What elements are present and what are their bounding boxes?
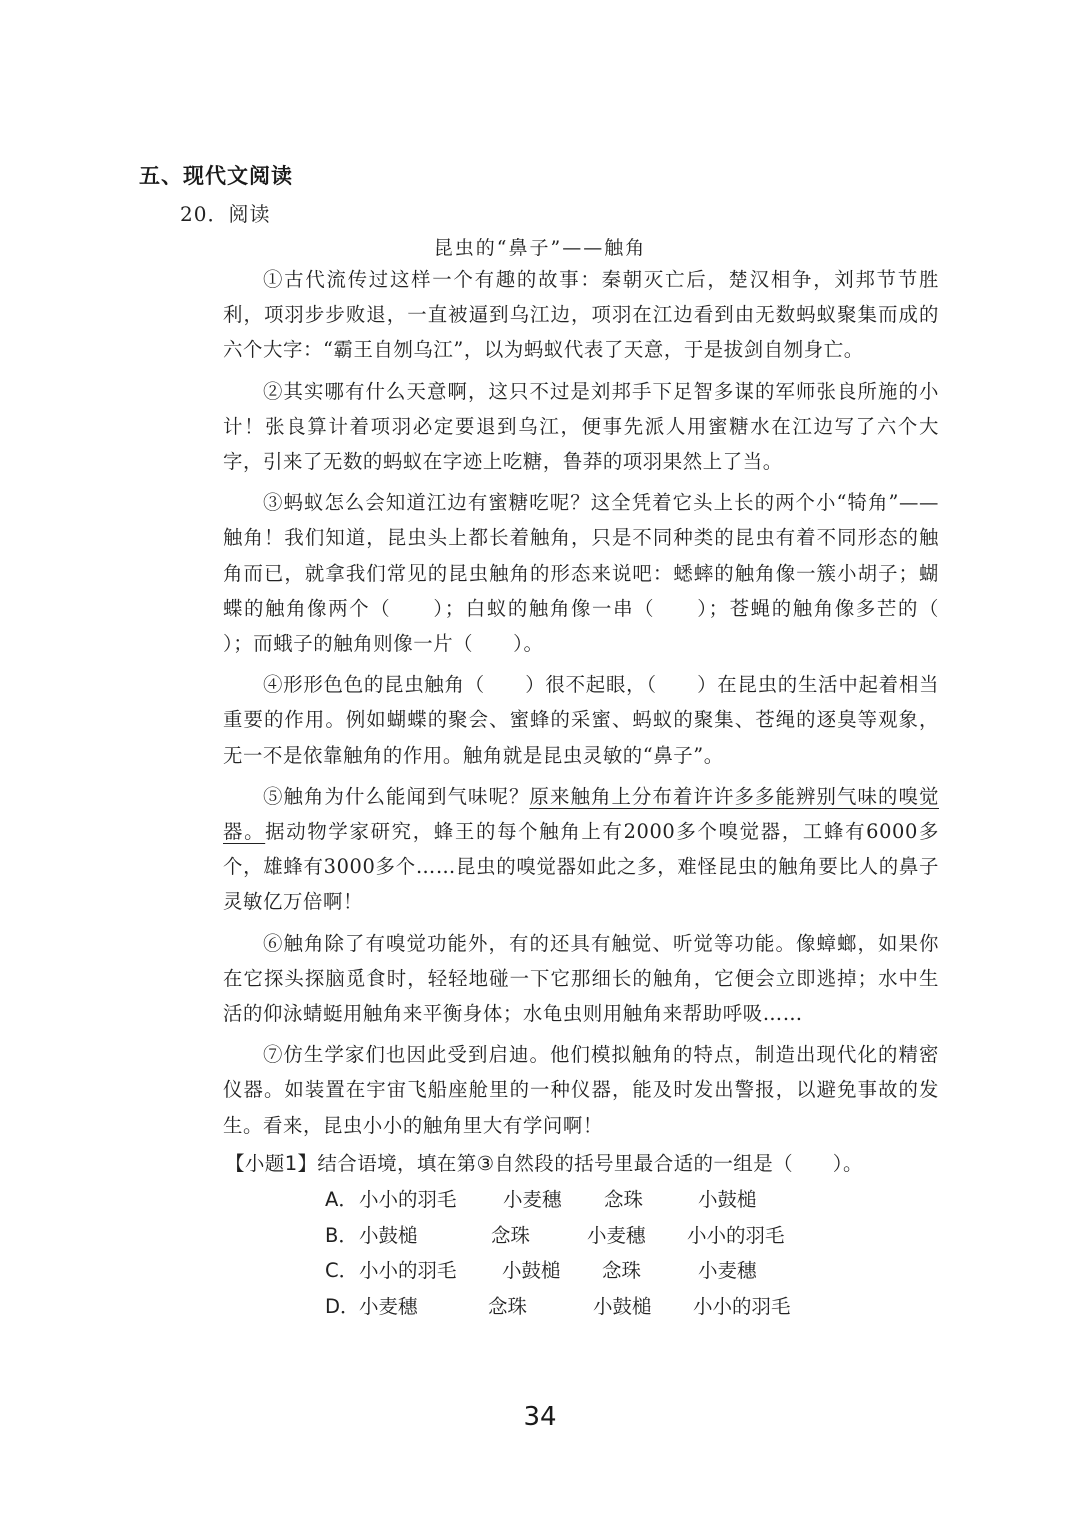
section-title: 五、现代文阅读 — [139, 164, 293, 188]
option-letter: A． — [325, 1188, 358, 1211]
option-item: 小麦穗 — [359, 1294, 418, 1318]
sub-question-1: 【小题1】结合语境，填在第③自然段的括号里最合适的一组是（ ）。 — [225, 1152, 863, 1175]
paragraph-4: ④形形色色的昆虫触角（ ）很不起眼，（ ）在昆虫的生活中起着相当重要的作用。例如蝴蝶的聚会、蜜蜂的采蜜、蚂蚁的聚集、苍绳的逐臭等观象，无一不是依靠触角的作用。触角就是昆虫灵敏的“鼻子”。 — [223, 673, 939, 767]
option-item: 小麦穗 — [698, 1259, 757, 1282]
option-item: 念珠 — [602, 1259, 642, 1282]
paragraph-6: ⑥触角除了有嗅觉功能外，有的还具有触觉、听觉等功能。像蟑螂，如果你在它探头探脑觅食时，轻轻地碰一下它那细长的触角，它便会立即逃掉；水中生活的仰泳蜻蜓用触角来平衡身体；水龟虫则用触角来帮助呼吸…… — [223, 931, 939, 1026]
option-item: 小小的羽毛 — [359, 1259, 457, 1282]
answer-options — [325, 1182, 925, 1324]
reading-passage — [223, 262, 979, 1149]
option-b[interactable] — [325, 1218, 925, 1254]
article-title: 昆虫的“鼻子”——触角 — [433, 237, 647, 259]
option-item: 小鼓槌 — [593, 1294, 652, 1318]
paragraph-1: ①古代流传过这样一个有趣的故事：秦朝灭亡后，楚汉相争，刘邦节节胜利，项羽步步败退，一直被逼到乌江边，项羽在江边看到由无数蚂蚁聚集而成的六个大字：“霸王自刎乌江”，以为蚂蚁代表了天意，于是拔剑自刎身亡。 — [223, 268, 939, 362]
option-letter: B． — [325, 1223, 358, 1247]
option-item: 小鼓槌 — [698, 1188, 757, 1211]
underlined-sentence: 原来触角上分布着许许多多能辨别气味的嗅觉器。 — [223, 784, 939, 844]
option-c[interactable] — [325, 1253, 925, 1289]
paragraph-5-rest: 据动物学家研究，蜂王的每个触角上有2000多个嗅觉器，工蜂有6000多个，雄蜂有3000多个……昆虫的嗅觉器如此之多，难怪昆虫的触角要比人的鼻子灵敏亿万倍啊！ — [223, 820, 939, 914]
option-letter: D． — [325, 1294, 360, 1318]
option-item: 小麦穗 — [503, 1188, 562, 1211]
option-item: 小小的羽毛 — [359, 1188, 457, 1211]
option-a[interactable] — [325, 1182, 925, 1218]
option-item: 念珠 — [604, 1188, 644, 1211]
option-item: 小鼓槌 — [359, 1223, 418, 1247]
option-item: 小小的羽毛 — [693, 1294, 791, 1318]
option-item: 念珠 — [488, 1294, 528, 1318]
option-letter: C． — [325, 1259, 359, 1282]
paragraph-2: ②其实哪有什么天意啊，这只不过是刘邦手下足智多谋的军师张良所施的小计！张良算计着项羽必定要退到乌江，便事先派人用蜜糖水在江边写了六个大字，引来了无数的蚂蚁在字迹上吃糖，鲁莽的项羽果然上了当。 — [223, 379, 939, 474]
paragraph-3: ③蚂蚁怎么会知道江边有蜜糖吃呢？这全凭着它头上长的两个小“犄角”——触角！我们知道，昆虫头上都长着触角，只是不同种类的昆虫有着不同形态的触角而已，就拿我们常见的昆虫触角的形态来说吧：蟋蟀的触角像一簇小胡子；蝴蝶的触角像两个（ ）；白蚁的触角像一串（ ）；苍蝇的触角像多芒的（ ）；而蛾子的触角则像一片（ ）。 — [223, 491, 979, 656]
paragraph-5-lead: ⑤触角为什么能闻到气味呢？ — [263, 784, 530, 808]
page-number: 34 — [523, 1402, 557, 1432]
option-item: 小麦穗 — [587, 1223, 646, 1247]
paragraph-7: ⑦仿生学家们也因此受到启迪。他们模拟触角的特点，制造出现代化的精密仪器。如装置在宇宙飞船座舱里的一种仪器，能及时发出警报，以避免事故的发生。看来，昆虫小小的触角里大有学问啊！ — [223, 1043, 939, 1137]
option-item: 小鼓槌 — [502, 1259, 561, 1282]
option-d[interactable] — [325, 1289, 925, 1325]
paragraph-5 — [223, 779, 939, 920]
question-number: 20．阅读 — [180, 202, 271, 226]
option-item: 念珠 — [491, 1223, 531, 1247]
option-item: 小小的羽毛 — [687, 1223, 785, 1247]
